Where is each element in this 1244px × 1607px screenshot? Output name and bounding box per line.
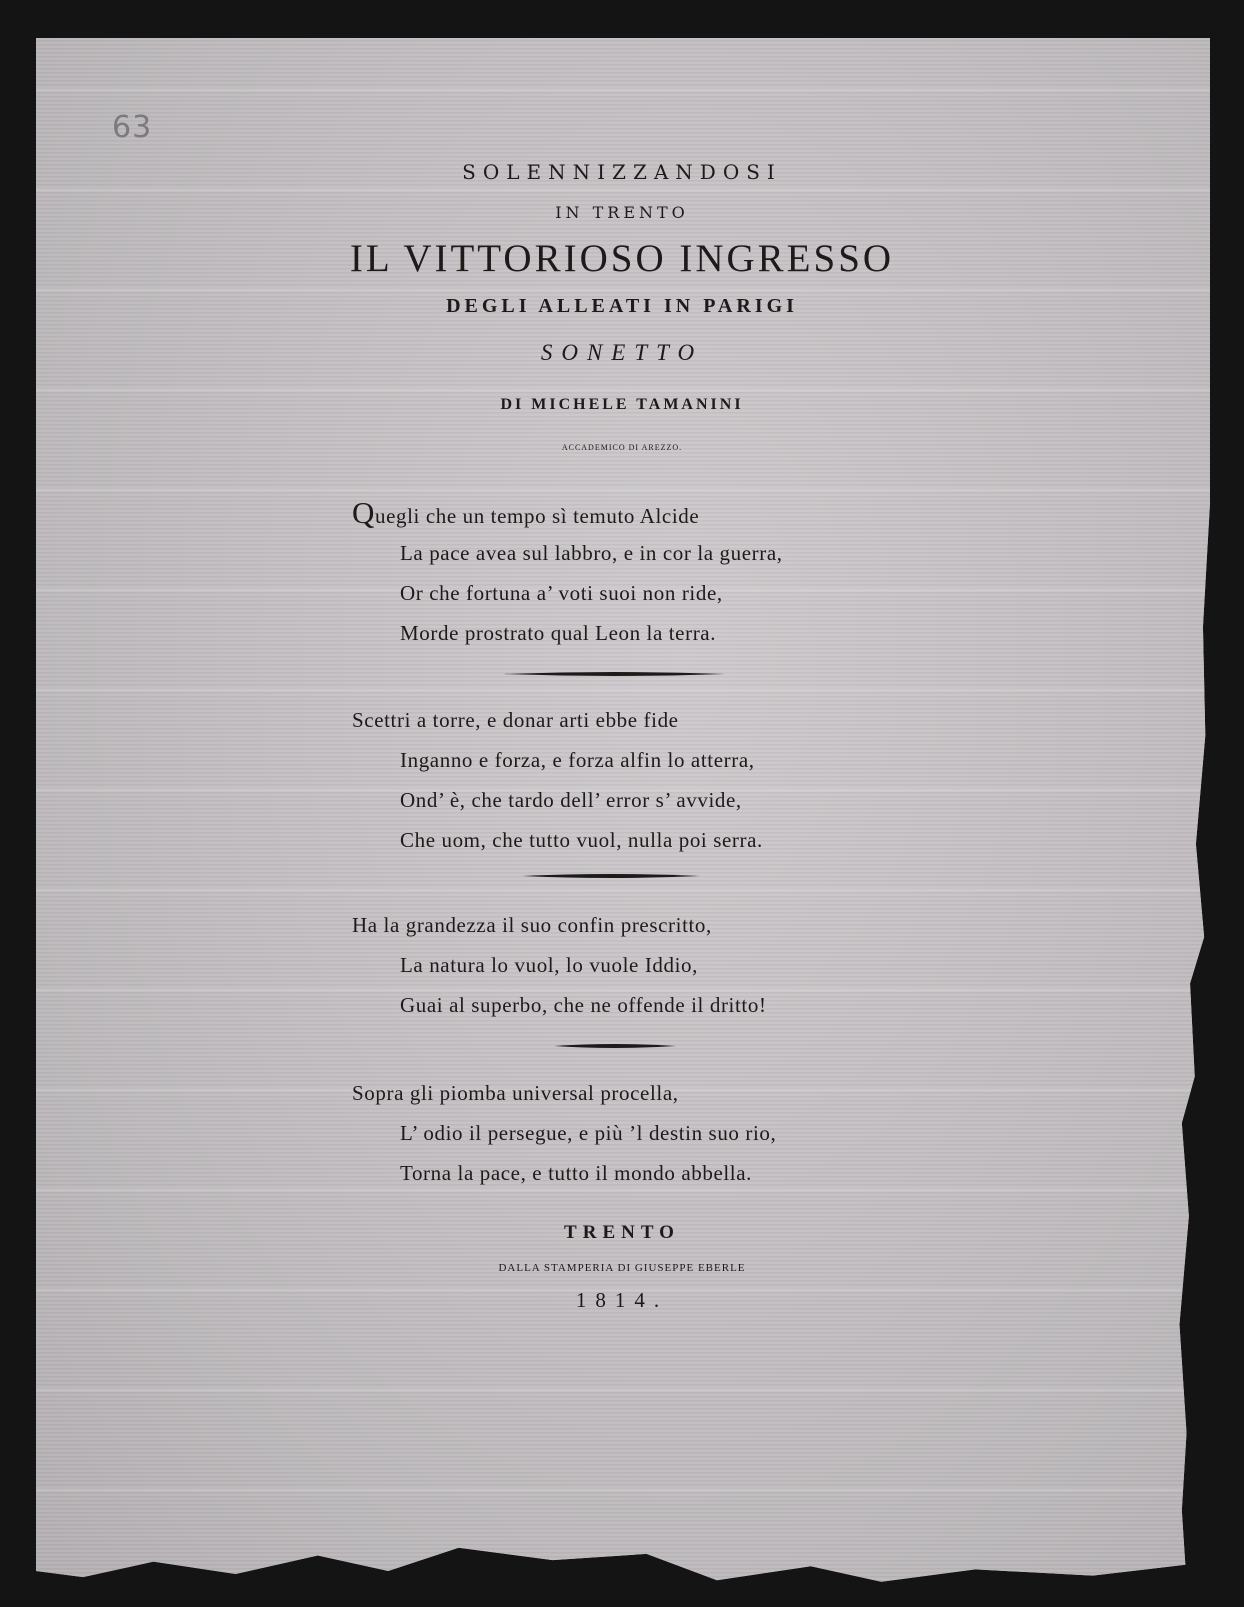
stanza-1 xyxy=(352,493,783,653)
stanza-4 xyxy=(352,1073,776,1193)
verse-line: L’ odio il persegue, e più ’l destin suo rio, xyxy=(400,1121,777,1145)
verse-line: Ond’ è, che tardo dell’ error s’ avvide, xyxy=(400,788,742,812)
verse-line: Ha la grandezza il suo confin prescritto, xyxy=(352,913,712,937)
verse-line: La pace avea sul labbro, e in cor la guerra, xyxy=(400,541,783,565)
verse-line: Sopra gli piomba universal procella, xyxy=(352,1081,679,1105)
ornamental-rule xyxy=(554,1043,676,1049)
stanza-2 xyxy=(352,700,763,860)
verse-text: uegli che un tempo sì temuto Alcide xyxy=(375,504,700,528)
verse-line: Or che fortuna a’ voti suoi non ride, xyxy=(400,581,723,605)
imprint-city: TRENTO xyxy=(564,1222,680,1243)
verse-line: Scettri a torre, e donar arti ebbe fide xyxy=(352,708,679,732)
heading-line-1: SOLENNIZZANDOSI xyxy=(462,160,782,184)
main-title: IL VITTORIOSO INGRESSO xyxy=(349,237,895,280)
verse-line: Torna la pace, e tutto il mondo abbella. xyxy=(400,1161,753,1185)
genre-label: SONETTO xyxy=(540,340,704,365)
subtitle: DEGLI ALLEATI IN PARIGI xyxy=(446,295,798,317)
verse-line: Guai al superbo, che ne offende il dritto! xyxy=(400,993,767,1017)
drop-cap: Q xyxy=(352,495,375,530)
imprint-printer: DALLA STAMPERIA DI GIUSEPPE EBERLE xyxy=(498,1262,746,1274)
author-affiliation: ACCADEMICO DI AREZZO. xyxy=(561,443,683,452)
imprint-year: 1814. xyxy=(575,1288,669,1312)
stanza-3 xyxy=(352,905,767,1025)
ornamental-rule xyxy=(503,671,725,677)
verse-line xyxy=(352,493,783,533)
verse-line: La natura lo vuol, lo vuole Iddio, xyxy=(400,953,699,977)
verse-line: Che uom, che tutto vuol, nulla poi serra. xyxy=(400,828,763,852)
verse-line: Inganno e forza, e forza alfin lo atterra, xyxy=(400,748,755,772)
pencil-page-number: 63 xyxy=(112,110,153,145)
author-line: DI MICHELE TAMANINI xyxy=(500,396,744,413)
ornamental-rule xyxy=(522,873,700,879)
verse-line: Morde prostrato qual Leon la terra. xyxy=(400,621,717,645)
heading-line-2: IN TRENTO xyxy=(555,203,689,222)
